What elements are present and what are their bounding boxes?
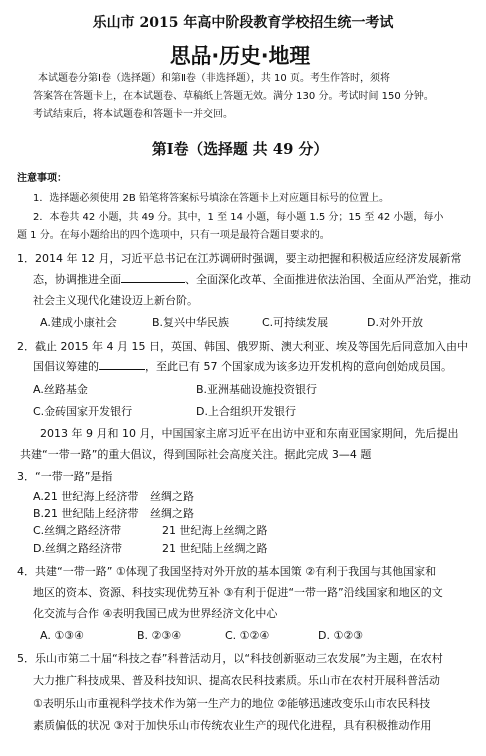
q3-option-a-part-2: 丝绸之路 xyxy=(150,490,194,503)
q5-stem-line-2: 大力推广科技成果、普及科技知识、提高农民科技素质。乐山市在农村开展科普活动 xyxy=(33,674,440,687)
q4-option-c: C. ①②④ xyxy=(225,629,270,642)
instructions-line-2: 答案答在答题卡上，在本试题卷、草稿纸上答题无效。满分 130 分。考试时间 150 分钟。 xyxy=(33,91,434,102)
q2-stem-line-2: 国倡议筹建的 ，至此已有 57 个国家成为该多边开发机构的意向创始成员国。 xyxy=(33,360,452,373)
q3-option-c-part-1: C.丝绸之路经济带 xyxy=(33,524,122,537)
q1-option-b: B.复兴中华民族 xyxy=(152,316,230,329)
q4-stem-line-3: 化交流与合作 ④表明我国已成为世界经济文化中心 xyxy=(33,607,278,620)
q2-stem-line-1: 2．截止 2015 年 4 月 15 日，英国、韩国、俄罗斯、澳大利亚、埃及等国先后同意加入由中 xyxy=(17,340,468,353)
passage-line-1: 2013 年 9 月和 10 月，中国国家主席习近平在出访中亚和东南亚国家期间，先后提出 xyxy=(40,427,459,440)
q3-option-d-part-2: 21 世纪陆上丝绸之路 xyxy=(162,542,268,555)
q3-stem: 3．“一带一路”是指 xyxy=(17,470,113,483)
q1-stem-line-3: 社会主义现代化建设迈上新台阶。 xyxy=(33,294,198,307)
q2-option-b: B.亚洲基础设施投资银行 xyxy=(196,383,318,396)
notes-line-1: 1．选择题必须使用 2B 铅笔将答案标号填涂在答题卡上对应题目标号的位置上。 xyxy=(33,193,389,204)
q1-option-a: A.建成小康社会 xyxy=(40,316,117,329)
q4-stem-line-1: 4．共建“一带一路” ①体现了我国坚持对外开放的基本国策 ②有利于我国与其他国家和 xyxy=(17,565,437,578)
q5-stem-line-4: 素质偏低的状况 ③对于加快乐山市传统农业生产的现代化进程，具有积极推动作用 xyxy=(33,719,432,732)
q4-option-a: A. ①③④ xyxy=(40,629,84,642)
notes-heading: 注意事项： xyxy=(17,173,67,184)
answer-blank xyxy=(99,368,145,370)
q5-stem-line-3: ①表明乐山市重视科学技术作为第一生产力的地位 ②能够迅速改变乐山市农民科技 xyxy=(33,697,431,710)
notes-line-2: 2．本卷共 42 小题，共 49 分。其中，1 至 14 小题，每小题 1.5 分；15 至 42 小题，每小 xyxy=(33,212,444,223)
q2-option-c: C.金砖国家开发银行 xyxy=(33,405,133,418)
q3-option-a-part-1: A.21 世纪海上经济带 xyxy=(33,490,139,503)
q4-option-d: D. ①②③ xyxy=(318,629,364,642)
q3-option-c-part-2: 21 世纪海上丝绸之路 xyxy=(162,524,268,537)
passage-line-2: 共建“一带一路”的重大倡议，得到国际社会高度关注。据此完成 3—4 题 xyxy=(20,448,372,461)
subject-title: 思品·历史·地理 xyxy=(169,44,311,68)
instructions-line-1: 本试题卷分第Ⅰ卷（选择题）和第Ⅱ卷（非选择题），共 10 页。考生作答时，须将 xyxy=(38,73,390,84)
q3-option-b-part-1: B.21 世纪陆上经济带 xyxy=(33,507,139,520)
q1-stem-line-1: 1．2014 年 12 月，习近平总书记在江苏调研时强调，要主动把握和积极适应经济发展新常 xyxy=(17,252,462,265)
instructions-line-3: 考试结束后，将本试题卷和答题卡一并交回。 xyxy=(33,109,233,120)
q1-stem-line-2: 态，协调推进全面 、全面深化改革、全面推进依法治国、全面从严治党，推动 xyxy=(33,273,471,286)
q4-stem-line-2: 地区的资本、资源、科技实现优势互补 ③有利于促进“一带一路”沿线国家和地区的文 xyxy=(33,586,443,599)
q2-option-a: A.丝路基金 xyxy=(33,383,88,396)
notes-line-3: 题 1 分。在每小题给出的四个选项中，只有一项是最符合题目要求的。 xyxy=(17,230,330,241)
q1-option-c: C.可持续发展 xyxy=(262,316,329,329)
section-title: 第Ⅰ卷（选择题 共 49 分） xyxy=(151,140,329,158)
q3-option-d-part-1: D.丝绸之路经济带 xyxy=(33,542,122,555)
q3-option-b-part-2: 丝绸之路 xyxy=(150,507,194,520)
exam-title: 乐山市 2015 年高中阶段教育学校招生统一考试 xyxy=(92,15,394,31)
q5-stem-line-1: 5．乐山市第二十届“科技之春”科普活动月，以“科技创新驱动三农发展”为主题，在农村 xyxy=(17,652,443,665)
answer-blank xyxy=(121,281,185,283)
q4-option-b: B. ②③④ xyxy=(137,629,182,642)
q1-option-d: D.对外开放 xyxy=(367,316,423,329)
q2-option-d: D.上合组织开发银行 xyxy=(196,405,296,418)
